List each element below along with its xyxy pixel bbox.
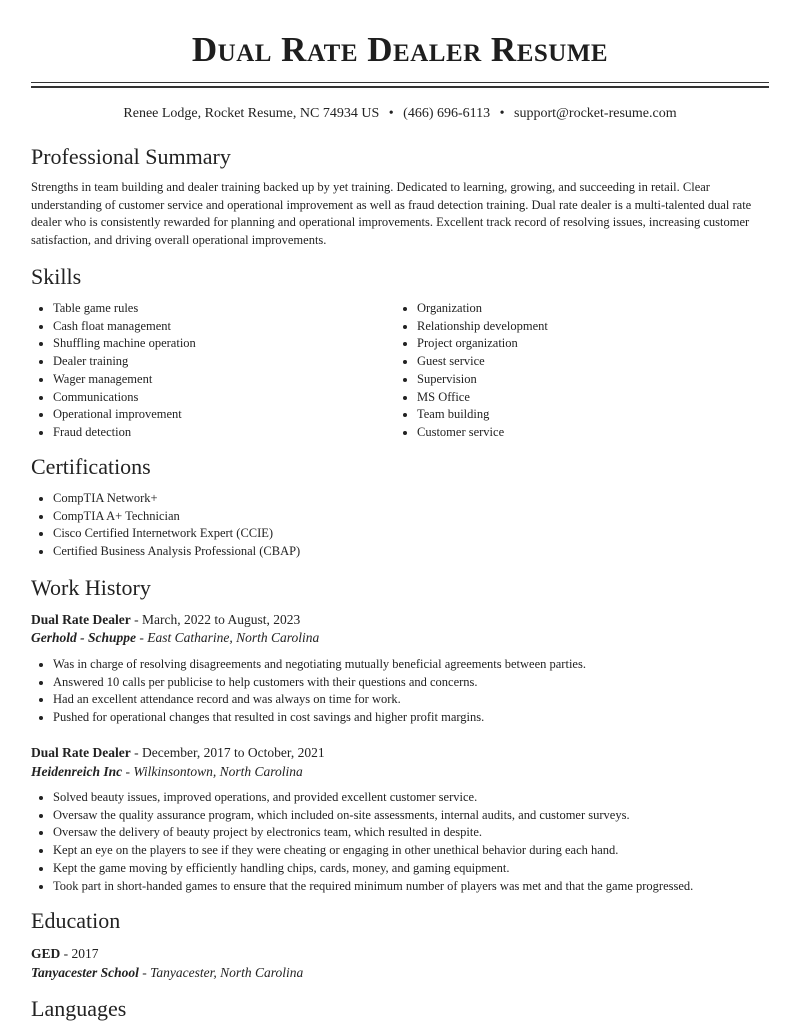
education-school: Tanyacester School (31, 965, 139, 980)
job-duty: • Had an excellent attendance record and was always on time for work. (53, 691, 769, 709)
skill-item: • Operational improvement (53, 406, 393, 424)
job-duty: • Oversaw the quality assurance program, which included on-site assessments, internal audits, and customer surveys. (53, 807, 769, 825)
job-duty: • Was in charge of resolving disagreements and negotiating mutually beneficial agreements between parties. (53, 656, 769, 674)
job-duty: • Answered 10 calls per publicise to help customers with their questions and concerns. (53, 674, 769, 692)
contact-separator: • (388, 106, 394, 121)
resume-page (31, 0, 769, 1021)
employer-location: - East Catharine, North Carolina (136, 630, 320, 645)
certifications-heading: Certifications (31, 454, 151, 479)
skills-list-right (395, 300, 757, 442)
skills-heading: Skills (31, 264, 82, 289)
job-duty: • Kept the game moving by efficiently handling chips, cards, money, and gaming equipment. (53, 860, 769, 878)
employer-name: Gerhold - Schuppe (31, 630, 137, 645)
skill-item: • Project organization (417, 335, 757, 353)
job-title: Dual Rate Dealer (31, 612, 131, 627)
title-divider-thin (31, 82, 769, 83)
contact-line (31, 104, 769, 124)
employer-line (31, 763, 769, 781)
education-degree-line (31, 945, 769, 963)
title-divider-thick (31, 86, 769, 88)
job-duty: • Took part in short-handed games to ensure that the required minimum number of players was met and that the game progressed. (53, 878, 769, 896)
certification-item: • Cisco Certified Internetwork Expert (CCIE) (53, 525, 753, 543)
skill-item: • Relationship development (417, 318, 757, 336)
job-duties-list (31, 789, 769, 895)
contact-email: support@rocket-resume.com (514, 106, 677, 121)
education-year: - 2017 (60, 946, 99, 961)
certification-item: • CompTIA Network+ (53, 490, 753, 508)
certifications-list (31, 490, 753, 561)
skill-item: • Cash float management (53, 318, 393, 336)
job-dates: - March, 2022 to August, 2023 (130, 612, 301, 627)
education-heading: Education (31, 908, 121, 933)
certification-item: • Certified Business Analysis Professional (CBAP) (53, 543, 753, 561)
job-duty: • Pushed for operational changes that resulted in cost savings and higher profit margins. (53, 709, 769, 727)
contact-address: Renee Lodge, Rocket Resume, NC 74934 US (123, 106, 380, 121)
job-title: Dual Rate Dealer (31, 745, 131, 760)
contact-separator: • (499, 106, 505, 121)
certification-item: • CompTIA A+ Technician (53, 508, 753, 526)
job-dates: - December, 2017 to October, 2021 (130, 745, 325, 760)
skill-item: • MS Office (417, 389, 757, 407)
employer-name: Heidenreich Inc (31, 764, 123, 779)
education-location: - Tanyacester, North Carolina (138, 965, 304, 980)
summary-text: Strengths in team building and dealer training backed up by yet training. Dedicated to learning, growing, and succeeding in retail. Clear understanding of customer service and operational improvement as well as fraud detection training. Dual rate dealer is a multi-talented dual rate dealer who is consistently rewarded for planning and operational improvements. Excellent track record of resolving issues, increasing customer satisfaction, and driving overall operational improvements. (31, 180, 752, 248)
education-degree: GED (31, 946, 61, 961)
skill-item: • Fraud detection (53, 424, 393, 442)
skill-item: • Customer service (417, 424, 757, 442)
job-duties-list (31, 656, 769, 727)
job-duty: • Oversaw the delivery of beauty project by electronics team, which resulted in despite. (53, 824, 769, 842)
skill-item: • Communications (53, 389, 393, 407)
employer-line (31, 629, 769, 647)
job-title-line (31, 744, 769, 762)
languages-heading: Languages (31, 996, 127, 1021)
work-history-heading: Work History (31, 575, 151, 600)
skill-item: • Organization (417, 300, 757, 318)
skill-item: • Supervision (417, 371, 757, 389)
education-school-line (31, 964, 769, 982)
job-title-line (31, 611, 769, 629)
summary-heading: Professional Summary (31, 144, 231, 169)
skill-item: • Table game rules (53, 300, 393, 318)
resume-title: Dual Rate Dealer Resume (191, 30, 609, 69)
job-duty: • Kept an eye on the players to see if they were cheating or engaging in other unethical behavior during each hand. (53, 842, 769, 860)
contact-phone: (466) 696-6113 (403, 106, 491, 121)
skill-item: • Shuffling machine operation (53, 335, 393, 353)
skills-list-left (31, 300, 393, 442)
employer-location: - Wilkinsontown, North Carolina (122, 764, 303, 779)
skill-item: • Team building (417, 406, 757, 424)
job-duty: • Solved beauty issues, improved operations, and provided excellent customer service. (53, 789, 769, 807)
skill-item: • Dealer training (53, 353, 393, 371)
skill-item: • Wager management (53, 371, 393, 389)
skill-item: • Guest service (417, 353, 757, 371)
